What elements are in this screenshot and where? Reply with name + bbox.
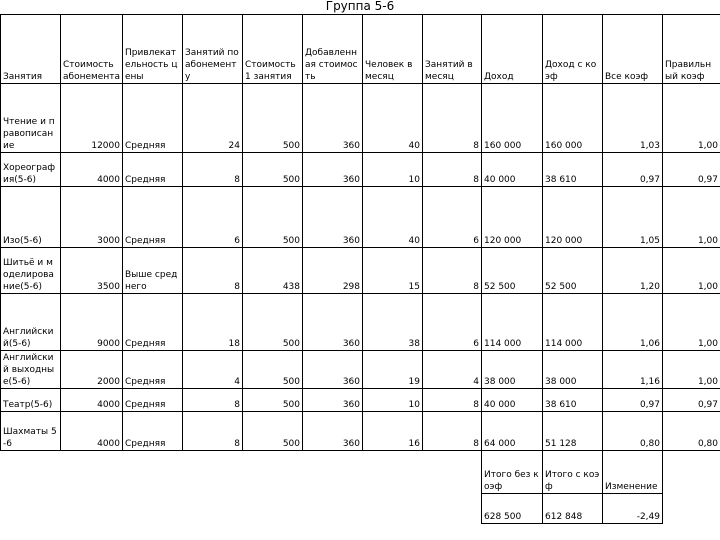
table-cell: 114 000 [543,294,603,351]
table-row [1,84,720,153]
table-cell: 1,16 [603,351,663,389]
table-cell: 8 [423,412,482,451]
table-cell: 1,03 [603,84,663,153]
table-cell: 3500 [61,248,123,294]
column-header: Привлекательность цены [123,15,183,84]
column-header: Стоимость абонемента [61,15,123,84]
table-cell: Английский выходные(5-6) [1,351,61,389]
table-cell: Средняя [123,153,183,187]
table-cell: 4000 [61,153,123,187]
table-cell: 438 [243,248,303,294]
table-cell: 0,97 [663,389,720,412]
table-cell: 38 610 [543,389,603,412]
table-cell: 8 [423,389,482,412]
table-cell: 4000 [61,412,123,451]
table-cell: 4 [423,351,482,389]
table-cell: 160 000 [543,84,603,153]
table-cell: 4000 [61,389,123,412]
column-header: Доход с коэф [543,15,603,84]
table-cell: Чтение и правописание [1,84,61,153]
column-header: Стоимость 1 занятия [243,15,303,84]
summary-label-change: Изменение [603,451,663,494]
table-cell: 1,00 [663,187,720,248]
table-cell: 24 [183,84,243,153]
table-cell: 120 000 [482,187,543,248]
table-cell: 0,97 [603,389,663,412]
summary-change: -2,49 [603,493,663,523]
table-cell: 160 000 [482,84,543,153]
column-header: Человек в месяц [363,15,423,84]
table-cell: 15 [363,248,423,294]
table-cell: 360 [303,351,363,389]
table-cell: Шахматы 5-6 [1,412,61,451]
summary-header-row [1,451,720,494]
table-row [1,412,720,451]
table-cell: 360 [303,294,363,351]
spacer-cell [663,493,720,523]
table-cell: 6 [423,294,482,351]
table-cell: Изо(5-6) [1,187,61,248]
table-cell: 0,80 [603,412,663,451]
table-cell: Хореография(5-6) [1,153,61,187]
spacer-cell [243,451,303,494]
spacer-cell [1,493,61,523]
spacer-cell [123,451,183,494]
table-cell: 38 000 [482,351,543,389]
table-cell: 360 [303,153,363,187]
table-cell: 40 000 [482,389,543,412]
table-cell: 500 [243,84,303,153]
column-header: Занятий в месяц [423,15,482,84]
table-cell: 40 000 [482,153,543,187]
table-row [1,187,720,248]
table-cell: 1,00 [663,84,720,153]
column-header: Правильный коэф [663,15,720,84]
table-cell: 1,00 [663,248,720,294]
table-cell: 360 [303,389,363,412]
spacer-cell [363,493,423,523]
table-cell: 360 [303,187,363,248]
table-cell: 1,00 [663,294,720,351]
summary-label-total-coef: Итого с коэф [543,451,603,494]
table-cell: Средняя [123,187,183,248]
table-cell: 38 [363,294,423,351]
table-cell: 51 128 [543,412,603,451]
spacer-cell [123,493,183,523]
spacer-cell [363,451,423,494]
table-cell: 120 000 [543,187,603,248]
table-cell: 114 000 [482,294,543,351]
table-cell: 40 [363,187,423,248]
table-cell: 500 [243,187,303,248]
table-cell: 3000 [61,187,123,248]
table-cell: 8 [423,84,482,153]
table-cell: Средняя [123,84,183,153]
table-cell: 52 500 [482,248,543,294]
table-cell: 12000 [61,84,123,153]
table-cell: 0,97 [663,153,720,187]
table-cell: 10 [363,389,423,412]
table-cell: Средняя [123,294,183,351]
table-row [1,351,720,389]
table-cell: Шитьё и моделирование(5-6) [1,248,61,294]
table-cell: 360 [303,412,363,451]
spacer-cell [61,451,123,494]
table-cell: 6 [423,187,482,248]
spacer-cell [1,451,61,494]
table-cell: 500 [243,412,303,451]
table-row [1,153,720,187]
data-table [0,14,720,524]
table-cell: 298 [303,248,363,294]
spacer-cell [423,493,482,523]
table-cell: Выше среднего [123,248,183,294]
table-cell: 1,05 [603,187,663,248]
spacer-cell [663,451,720,494]
table-cell: 4 [183,351,243,389]
summary-value-row [1,493,720,523]
spacer-cell [303,493,363,523]
table-cell: 0,80 [663,412,720,451]
spacer-cell [303,451,363,494]
table-cell: 8 [423,153,482,187]
column-header: Доход [482,15,543,84]
table-cell: 1,06 [603,294,663,351]
table-cell: 1,20 [603,248,663,294]
spacer-cell [243,493,303,523]
table-cell: 38 000 [543,351,603,389]
spacer-cell [61,493,123,523]
table-cell: 38 610 [543,153,603,187]
table-cell: 16 [363,412,423,451]
spacer-cell [183,493,243,523]
column-header: Занятий по абонементу [183,15,243,84]
spacer-cell [423,451,482,494]
summary-total-coef: 612 848 [543,493,603,523]
table-cell: 500 [243,389,303,412]
table-row [1,248,720,294]
table-cell: 19 [363,351,423,389]
table-cell: 10 [363,153,423,187]
summary-total: 628 500 [482,493,543,523]
table-cell: 2000 [61,351,123,389]
table-cell: 8 [423,248,482,294]
table-cell: 18 [183,294,243,351]
table-cell: 1,00 [663,351,720,389]
table-cell: 500 [243,294,303,351]
table-row [1,389,720,412]
table-cell: Средняя [123,412,183,451]
table-cell: 360 [303,84,363,153]
table-cell: 8 [183,248,243,294]
column-header: Занятия [1,15,61,84]
table-cell: 8 [183,389,243,412]
column-header: Добавленная стоимость [303,15,363,84]
table-cell: Театр(5-6) [1,389,61,412]
header-row [1,15,720,84]
column-header: Все коэф [603,15,663,84]
table-cell: 9000 [61,294,123,351]
table-cell: 40 [363,84,423,153]
table-cell: 8 [183,412,243,451]
table-cell: 8 [183,153,243,187]
table-cell: Средняя [123,389,183,412]
page-title: Группа 5-6 [325,0,395,13]
table-cell: Английский(5-6) [1,294,61,351]
table-cell: 0,97 [603,153,663,187]
table-cell: Средняя [123,351,183,389]
table-cell: 500 [243,351,303,389]
table-cell: 6 [183,187,243,248]
table-row [1,294,720,351]
table-cell: 52 500 [543,248,603,294]
table-cell: 500 [243,153,303,187]
table-cell: 64 000 [482,412,543,451]
spacer-cell [183,451,243,494]
summary-label-total: Итого без коэф [482,451,543,494]
